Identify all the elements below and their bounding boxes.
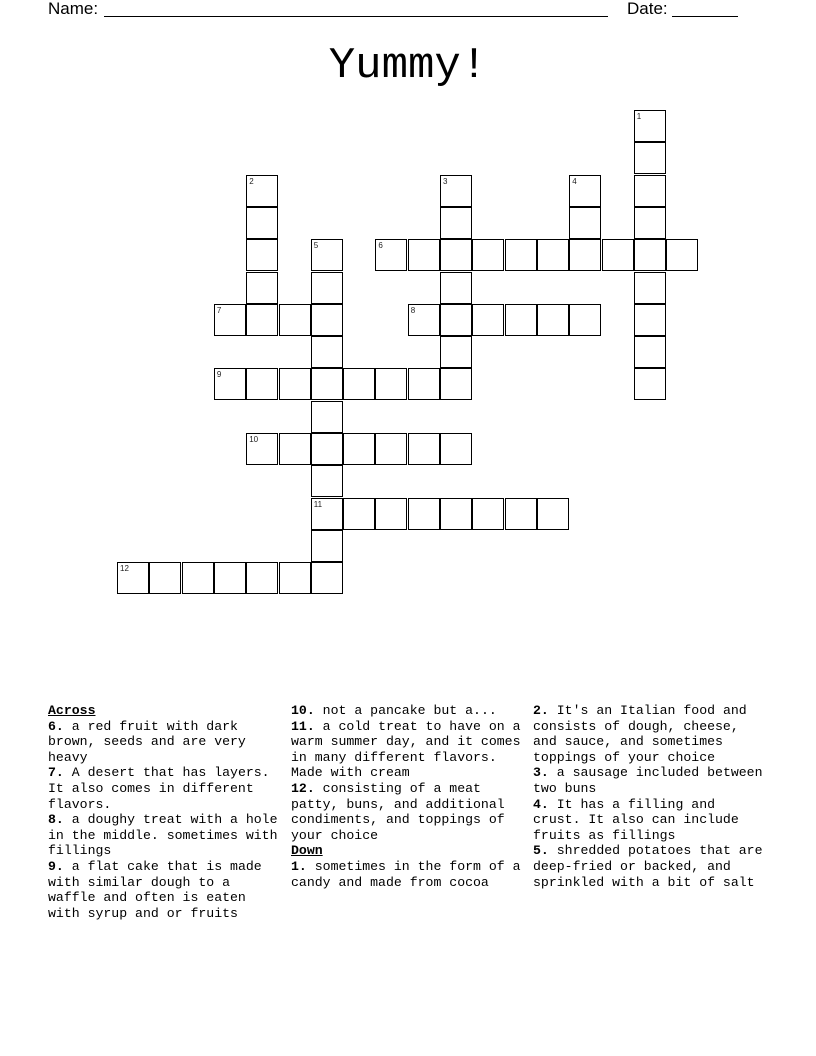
- clue-text: It's an Italian food and consists of dough, cheese, and sauce, and sometimes toppings of your choice: [533, 703, 747, 765]
- cell-number: 10: [249, 435, 259, 444]
- across-heading: Across: [48, 703, 96, 718]
- crossword-cell[interactable]: [311, 530, 343, 562]
- crossword-cell[interactable]: [246, 562, 278, 594]
- crossword-cell[interactable]: [569, 304, 601, 336]
- crossword-cell[interactable]: [117, 562, 149, 594]
- crossword-cell[interactable]: [440, 175, 472, 207]
- clue-text: shredded potatoes that are deep-fried or backed, and sprinkled with a bit of salt: [533, 843, 763, 890]
- crossword-cell[interactable]: [214, 304, 246, 336]
- clue-across-10: [291, 703, 525, 719]
- crossword-cell[interactable]: [246, 175, 278, 207]
- cell-number: 6: [378, 241, 383, 251]
- crossword-cell[interactable]: [279, 368, 311, 400]
- crossword-cell[interactable]: [246, 433, 278, 465]
- clue-across-9: [48, 859, 282, 921]
- crossword-cell[interactable]: [537, 498, 569, 530]
- crossword-cell[interactable]: [440, 239, 472, 271]
- crossword-cell[interactable]: [634, 175, 666, 207]
- crossword-cell[interactable]: [311, 433, 343, 465]
- clue-down-4: [533, 797, 767, 844]
- cell-number: 9: [216, 370, 222, 380]
- crossword-cell[interactable]: [375, 433, 407, 465]
- crossword-cell[interactable]: [279, 433, 311, 465]
- crossword-cell[interactable]: [246, 304, 278, 336]
- crossword-cell[interactable]: [634, 142, 666, 174]
- cell-number: 1: [636, 112, 642, 121]
- clue-text: a red fruit with dark brown, seeds and are very heavy: [48, 718, 246, 765]
- crossword-cell[interactable]: [311, 368, 343, 400]
- crossword-cell[interactable]: [666, 239, 698, 271]
- clue-number: 12.: [291, 780, 315, 796]
- clue-column-2: [291, 703, 525, 890]
- crossword-cell[interactable]: [505, 304, 537, 336]
- down-heading: Down: [291, 843, 323, 859]
- clue-down-1: [291, 859, 525, 890]
- clue-number: 8.: [48, 812, 64, 828]
- clue-column-1: [48, 703, 282, 921]
- clue-text: a doughy treat with a hole in the middle. sometimes with fillings: [48, 812, 278, 859]
- cell-number: 4: [572, 176, 577, 186]
- crossword-cell[interactable]: [634, 368, 666, 400]
- crossword-cell[interactable]: [214, 368, 246, 400]
- crossword-cell[interactable]: [375, 239, 407, 271]
- clue-text: a cold treat to have on a warm summer day, and it comes in many different flavors. Made with cream: [291, 718, 521, 781]
- crossword-cell[interactable]: [440, 304, 472, 336]
- clue-number: 2.: [533, 703, 549, 718]
- cell-number: 12: [120, 564, 129, 574]
- crossword-cell[interactable]: [569, 207, 601, 239]
- crossword-cell[interactable]: [214, 562, 246, 594]
- crossword-cell[interactable]: [408, 498, 440, 530]
- crossword-cell[interactable]: [408, 304, 440, 336]
- crossword-cell[interactable]: [569, 175, 601, 207]
- cell-number: 11: [313, 499, 323, 509]
- crossword-cell[interactable]: [311, 465, 343, 497]
- crossword-cell[interactable]: [472, 304, 504, 336]
- crossword-cell[interactable]: [634, 304, 666, 336]
- clue-across-8: [48, 812, 282, 859]
- clue-text: sometimes in the form of a candy and made from cocoa: [291, 858, 521, 890]
- clue-number: 6.: [48, 718, 64, 734]
- crossword-cell[interactable]: [537, 304, 569, 336]
- crossword-cell[interactable]: [634, 207, 666, 239]
- cell-number: 5: [313, 241, 319, 251]
- crossword-cell[interactable]: [537, 239, 569, 271]
- crossword-cell[interactable]: [311, 401, 343, 433]
- clue-across-7: [48, 765, 282, 812]
- crossword-cell[interactable]: [472, 498, 504, 530]
- clue-across-6: [48, 719, 282, 766]
- cell-number: 7: [216, 305, 222, 315]
- crossword-cell[interactable]: [440, 498, 472, 530]
- crossword-cell[interactable]: [634, 239, 666, 271]
- crossword-cell[interactable]: [246, 239, 278, 271]
- crossword-cell[interactable]: [440, 368, 472, 400]
- clue-text: It has a filling and crust. It also can include fruits as fillings: [533, 796, 739, 843]
- clue-number: 9.: [48, 858, 64, 874]
- crossword-cell[interactable]: [149, 562, 181, 594]
- clue-down-5: [533, 843, 767, 890]
- crossword-cell[interactable]: [505, 498, 537, 530]
- cell-number: 3: [443, 176, 448, 186]
- crossword-cell[interactable]: [602, 239, 634, 271]
- clue-column-3: [533, 703, 767, 890]
- crossword-cell[interactable]: [408, 239, 440, 271]
- crossword-cell[interactable]: [408, 368, 440, 400]
- clue-across-11: [291, 719, 525, 781]
- date-label: Date:: [627, 0, 668, 18]
- clue-text: not a pancake but a...: [322, 703, 497, 718]
- crossword-cell[interactable]: [246, 272, 278, 304]
- crossword-cell[interactable]: [311, 336, 343, 368]
- clue-across-12: [291, 781, 525, 843]
- crossword-cell[interactable]: [569, 239, 601, 271]
- clue-down-3: [533, 765, 767, 796]
- crossword-cell[interactable]: [634, 110, 666, 142]
- clue-text: consisting of a meat patty, buns, and additional condiments, and toppings of your choice: [291, 780, 505, 843]
- name-label: Name:: [48, 0, 99, 18]
- crossword-cell[interactable]: [311, 304, 343, 336]
- cell-number: 2: [249, 176, 254, 186]
- crossword-cell[interactable]: [440, 272, 472, 304]
- clue-down-2: [533, 703, 767, 765]
- crossword-cell[interactable]: [440, 433, 472, 465]
- crossword-cell[interactable]: [440, 336, 472, 368]
- crossword-cell[interactable]: [279, 304, 311, 336]
- clue-number: 7.: [48, 765, 64, 781]
- crossword-cell[interactable]: [375, 368, 407, 400]
- crossword-cell[interactable]: [440, 207, 472, 239]
- cell-number: 8: [410, 305, 416, 315]
- crossword-cell[interactable]: [375, 498, 407, 530]
- crossword-cell[interactable]: [408, 433, 440, 465]
- crossword-cell[interactable]: [634, 272, 666, 304]
- crossword-cell[interactable]: [311, 239, 343, 271]
- crossword-cell[interactable]: [343, 433, 375, 465]
- crossword-cell[interactable]: [505, 239, 537, 271]
- crossword-cell[interactable]: [634, 336, 666, 368]
- clue-number: 5.: [533, 843, 549, 859]
- crossword-cell[interactable]: [472, 239, 504, 271]
- clue-number: 4.: [533, 796, 549, 812]
- clue-number: 1.: [291, 858, 307, 874]
- clue-number: 3.: [533, 765, 549, 781]
- clue-text: A desert that has layers. It also comes in different flavors.: [48, 765, 270, 812]
- clue-text: a sausage included between two buns: [533, 765, 763, 796]
- crossword-cell[interactable]: [246, 207, 278, 239]
- page-title: Yummy!: [328, 41, 488, 91]
- clue-number: 11.: [291, 718, 315, 734]
- crossword-cell[interactable]: [343, 368, 375, 400]
- crossword-cell[interactable]: [311, 272, 343, 304]
- crossword-cell[interactable]: [343, 498, 375, 530]
- crossword-cell[interactable]: [311, 498, 343, 530]
- crossword-cell[interactable]: [246, 368, 278, 400]
- crossword-cell[interactable]: [279, 562, 311, 594]
- clue-number: 10.: [291, 703, 315, 718]
- crossword-cell[interactable]: [311, 562, 343, 594]
- crossword-cell[interactable]: [182, 562, 214, 594]
- clue-text: a flat cake that is made with similar dough to a waffle and often is eaten with syrup and or fruits: [48, 858, 262, 921]
